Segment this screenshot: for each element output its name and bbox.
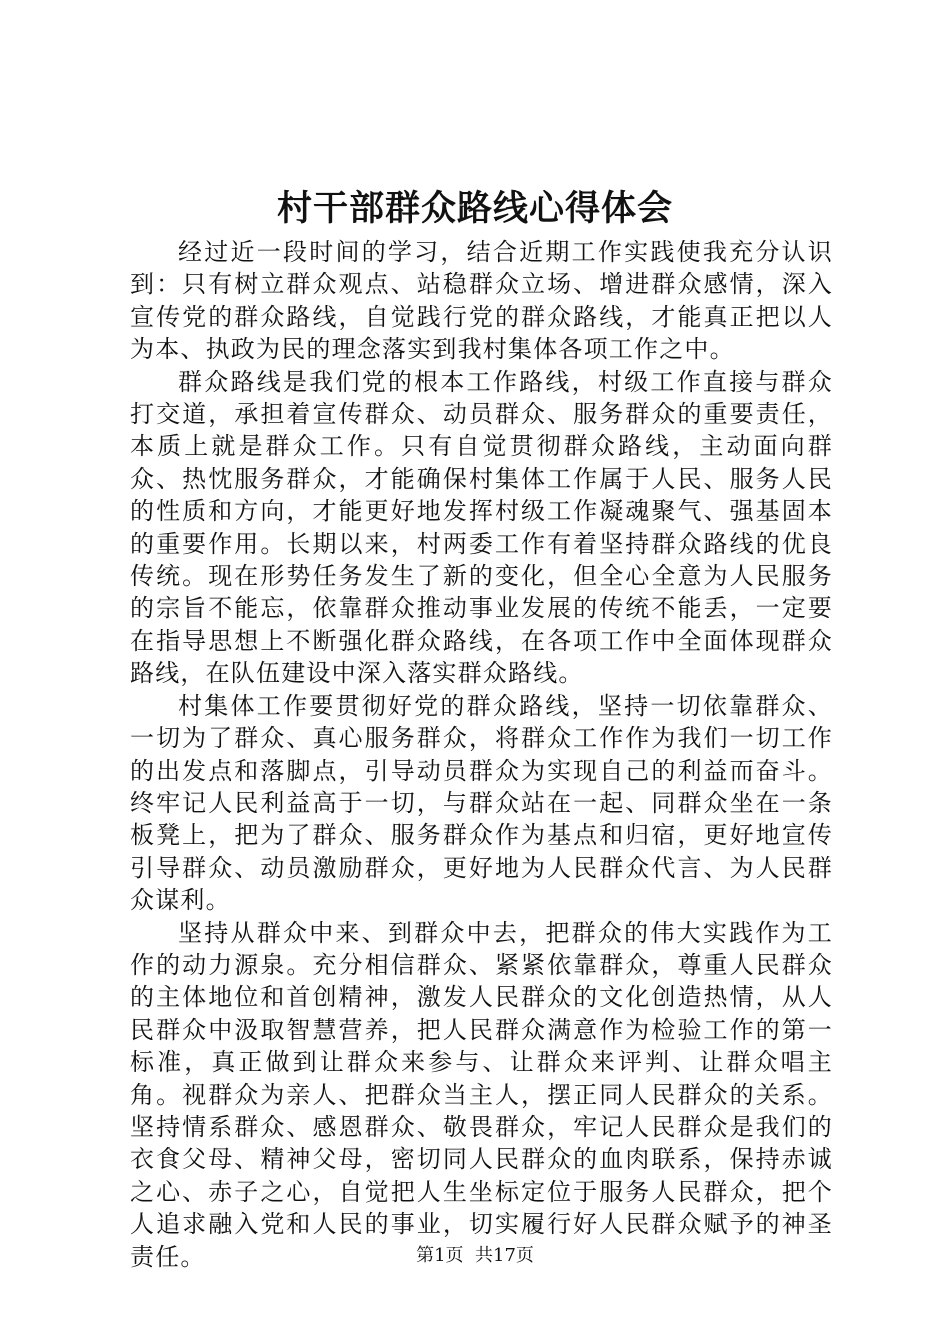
document-title: 村干部群众路线心得体会 xyxy=(276,188,673,229)
document-body xyxy=(130,236,833,1273)
body-paragraph: 坚持从群众中来、到群众中去，把群众的伟大实践作为工作的动力源泉。充分相信群众、紧紧依靠群众，尊重人民群众的主体地位和首创精神，激发人民群众的文化创造热情，从人民群众中汲取智慧营养，把人民群众满意作为检验工作的第一标准，真正做到让群众来参与、让群众来评判、让群众唱主角。视群众为亲人、把群众当主人，摆正同人民群众的关系。坚持情系群众、感恩群众、敬畏群众，牢记人民群众是我们的衣食父母、精神父母，密切同人民群众的血肉联系，保持赤诚之心、赤子之心，自觉把人生坐标定位于服务人民群众，把个人追求融入党和人民的事业，切实履行好人民群众赋予的神圣责任。 xyxy=(130,918,833,1271)
body-paragraph: 经过近一段时间的学习，结合近期工作实践使我充分认识到：只有树立群众观点、站稳群众立场、增进群众感情，深入宣传党的群众路线，自觉践行党的群众路线，才能真正把以人为本、执政为民的理念落实到我村集体各项工作之中。 xyxy=(130,238,833,364)
footer-gap xyxy=(464,1245,475,1266)
body-paragraph: 群众路线是我们党的根本工作路线，村级工作直接与群众打交道，承担着宣传群众、动员群众、服务群众的重要责任，本质上就是群众工作。只有自觉贯彻群众路线，主动面向群众、热忱服务群众，才能确保村集体工作属于人民、服务人民的性质和方向，才能更好地发挥村级工作凝魂聚气、强基固本的重要作用。长期以来，村两委工作有着坚持群众路线的优良传统。现在形势任务发生了新的变化，但全心全意为人民服务的宗旨不能忘，依靠群众推动事业发展的传统不能丢，一定要在指导思想上不断强化群众路线，在各项工作中全面体现群众路线，在队伍建设中深入落实群众路线。 xyxy=(130,367,833,688)
page-number: 第1页 xyxy=(416,1245,464,1266)
page-footer xyxy=(0,1244,950,1268)
page-total: 共17页 xyxy=(475,1245,534,1266)
body-paragraph: 村集体工作要贯彻好党的群众路线，坚持一切依靠群众、一切为了群众、真心服务群众，将群众工作作为我们一切工作的出发点和落脚点，引导动员群众为实现自己的利益而奋斗。终牢记人民利益高于一切，与群众站在一起、同群众坐在一条板凳上，把为了群众、服务群众作为基点和归宿，更好地宣传引导群众、动员激励群众，更好地为人民群众代言、为人民群众谋利。 xyxy=(130,691,833,915)
